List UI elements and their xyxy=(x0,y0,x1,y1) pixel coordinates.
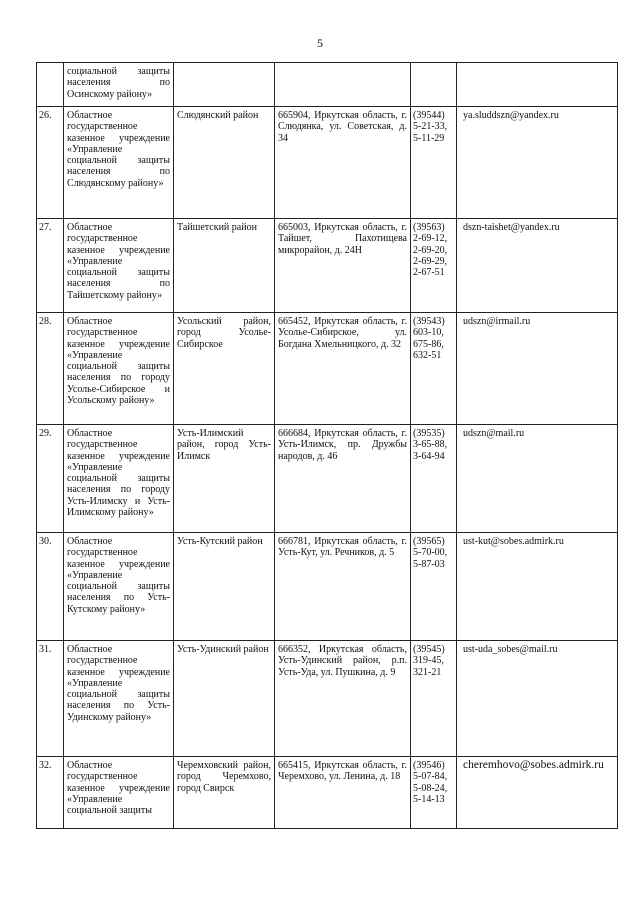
postal-address xyxy=(275,63,411,107)
postal-address: 665003, Иркутская область, г. Тайшет, Пахотищева микрорайон, д. 24Н xyxy=(275,219,411,313)
email-address[interactable]: dszn-taishet@yandex.ru xyxy=(457,219,618,313)
row-number: 27. xyxy=(37,219,64,313)
phone-line: (39545) xyxy=(413,644,445,655)
email-address[interactable] xyxy=(457,63,618,107)
phone-numbers xyxy=(411,641,457,757)
phone-line: 321-21 xyxy=(413,666,442,678)
service-area: Тайшетский район xyxy=(174,219,275,313)
phone-line: 5-11-29 xyxy=(413,132,445,144)
postal-address: 665904, Иркутская область, г. Слюдянка, ул. Советская, д. 34 xyxy=(275,107,411,219)
postal-address: 666781, Иркутская область, г. Усть-Кут, ул. Речников, д. 5 xyxy=(275,533,411,641)
phone-numbers xyxy=(411,313,457,425)
phone-line: 5-87-03 xyxy=(413,558,445,570)
phone-numbers xyxy=(411,63,457,107)
phone-line: 675-86, xyxy=(413,338,444,350)
organization-name: Областное государственное казенное учреждение «Управление социальной защиты населения по Слюдянскому району» xyxy=(64,107,174,219)
row-number: 29. xyxy=(37,425,64,533)
postal-address: 665415, Иркутская область, г. Черемхово, ул. Ленина, д. 18 xyxy=(275,757,411,829)
phone-numbers xyxy=(411,425,457,533)
email-address[interactable]: udszn@mail.ru xyxy=(457,425,618,533)
row-number: 30. xyxy=(37,533,64,641)
phone-line: (39544) xyxy=(413,110,445,121)
service-area: Черемховский район, город Черемхово, город Свирск xyxy=(174,757,275,829)
service-area: Усть-Илимский район, город Усть-Илимск xyxy=(174,425,275,533)
organization-name: Областное государственное казенное учреждение «Управление социальной защиты населения по городу Усть-Илимску и Усть-Илимскому району» xyxy=(64,425,174,533)
organization-name: Областное государственное казенное учреждение «Управление социальной защиты населения по Усть-Удинскому району» xyxy=(64,641,174,757)
row-number: 32. xyxy=(37,757,64,829)
page-number: 5 xyxy=(317,36,323,50)
email-address[interactable]: ust-kut@sobes.admirk.ru xyxy=(457,533,618,641)
phone-line: 3-64-94 xyxy=(413,450,445,462)
table-row xyxy=(37,425,618,533)
table-row xyxy=(37,757,618,829)
phone-line: (39535) xyxy=(413,428,445,439)
phone-numbers xyxy=(411,107,457,219)
row-number: 31. xyxy=(37,641,64,757)
phone-line: (39546) xyxy=(413,760,445,771)
postal-address: 666684, Иркутская область, г. Усть-Илимск, пр. Дружбы народов, д. 46 xyxy=(275,425,411,533)
phone-line: 319-45, xyxy=(413,655,444,667)
institutions-table xyxy=(36,62,618,829)
row-number: 28. xyxy=(37,313,64,425)
phone-line: 5-08-24, xyxy=(413,782,448,794)
table-row xyxy=(37,533,618,641)
service-area xyxy=(174,63,275,107)
phone-line: 603-10, xyxy=(413,327,444,339)
service-area: Усольский район, город Усолье-Сибирское xyxy=(174,313,275,425)
phone-line: (39565) xyxy=(413,536,445,547)
phone-line: 5-14-13 xyxy=(413,793,445,805)
organization-name: Областное государственное казенное учреждение «Управление социальной защиты xyxy=(64,757,174,829)
row-number: 26. xyxy=(37,107,64,219)
email-address[interactable]: ya.sluddszn@yandex.ru xyxy=(457,107,618,219)
phone-line: (39563) xyxy=(413,222,445,233)
organization-name: Областное государственное казенное учреждение «Управление социальной защиты населения по Усть-Кутскому району» xyxy=(64,533,174,641)
phone-line: 2-69-12, xyxy=(413,233,448,245)
table-row xyxy=(37,63,618,107)
table-row xyxy=(37,313,618,425)
postal-address: 665452, Иркутская область, г. Усолье-Сибирское, ул. Богдана Хмельницкого, д. 32 xyxy=(275,313,411,425)
row-number xyxy=(37,63,64,107)
phone-numbers xyxy=(411,533,457,641)
service-area: Усть-Кутский район xyxy=(174,533,275,641)
organization-name: социальной защиты населения по Осинскому району» xyxy=(64,63,174,107)
phone-numbers xyxy=(411,757,457,829)
email-address[interactable]: udszn@irmail.ru xyxy=(457,313,618,425)
table-row xyxy=(37,219,618,313)
phone-line: 2-69-29, xyxy=(413,255,448,267)
email-address[interactable]: cheremhovo@sobes.admirk.ru xyxy=(457,757,618,829)
service-area: Слюдянский район xyxy=(174,107,275,219)
phone-line: 5-21-33, xyxy=(413,121,448,133)
phone-line: 2-69-20, xyxy=(413,244,448,256)
phone-line: (39543) xyxy=(413,316,445,327)
phone-line: 5-07-84, xyxy=(413,771,448,783)
phone-line: 632-51 xyxy=(413,349,442,361)
table-row xyxy=(37,107,618,219)
postal-address: 666352, Иркутская область, Усть-Удинский район, р.п. Усть-Уда, ул. Пушкина, д. 9 xyxy=(275,641,411,757)
email-address[interactable]: ust-uda_sobes@mail.ru xyxy=(457,641,618,757)
phone-line: 2-67-51 xyxy=(413,267,445,279)
organization-name: Областное государственное казенное учреждение «Управление социальной защиты населения по Тайшетскому району» xyxy=(64,219,174,313)
phone-line: 5-70-00, xyxy=(413,547,448,559)
phone-numbers xyxy=(411,219,457,313)
organization-name: Областное государственное казенное учреждение «Управление социальной защиты населения по городу Усолье-Сибирское и Усольскому району» xyxy=(64,313,174,425)
phone-line: 3-65-88, xyxy=(413,439,448,451)
table-row xyxy=(37,641,618,757)
service-area: Усть-Удинский район xyxy=(174,641,275,757)
